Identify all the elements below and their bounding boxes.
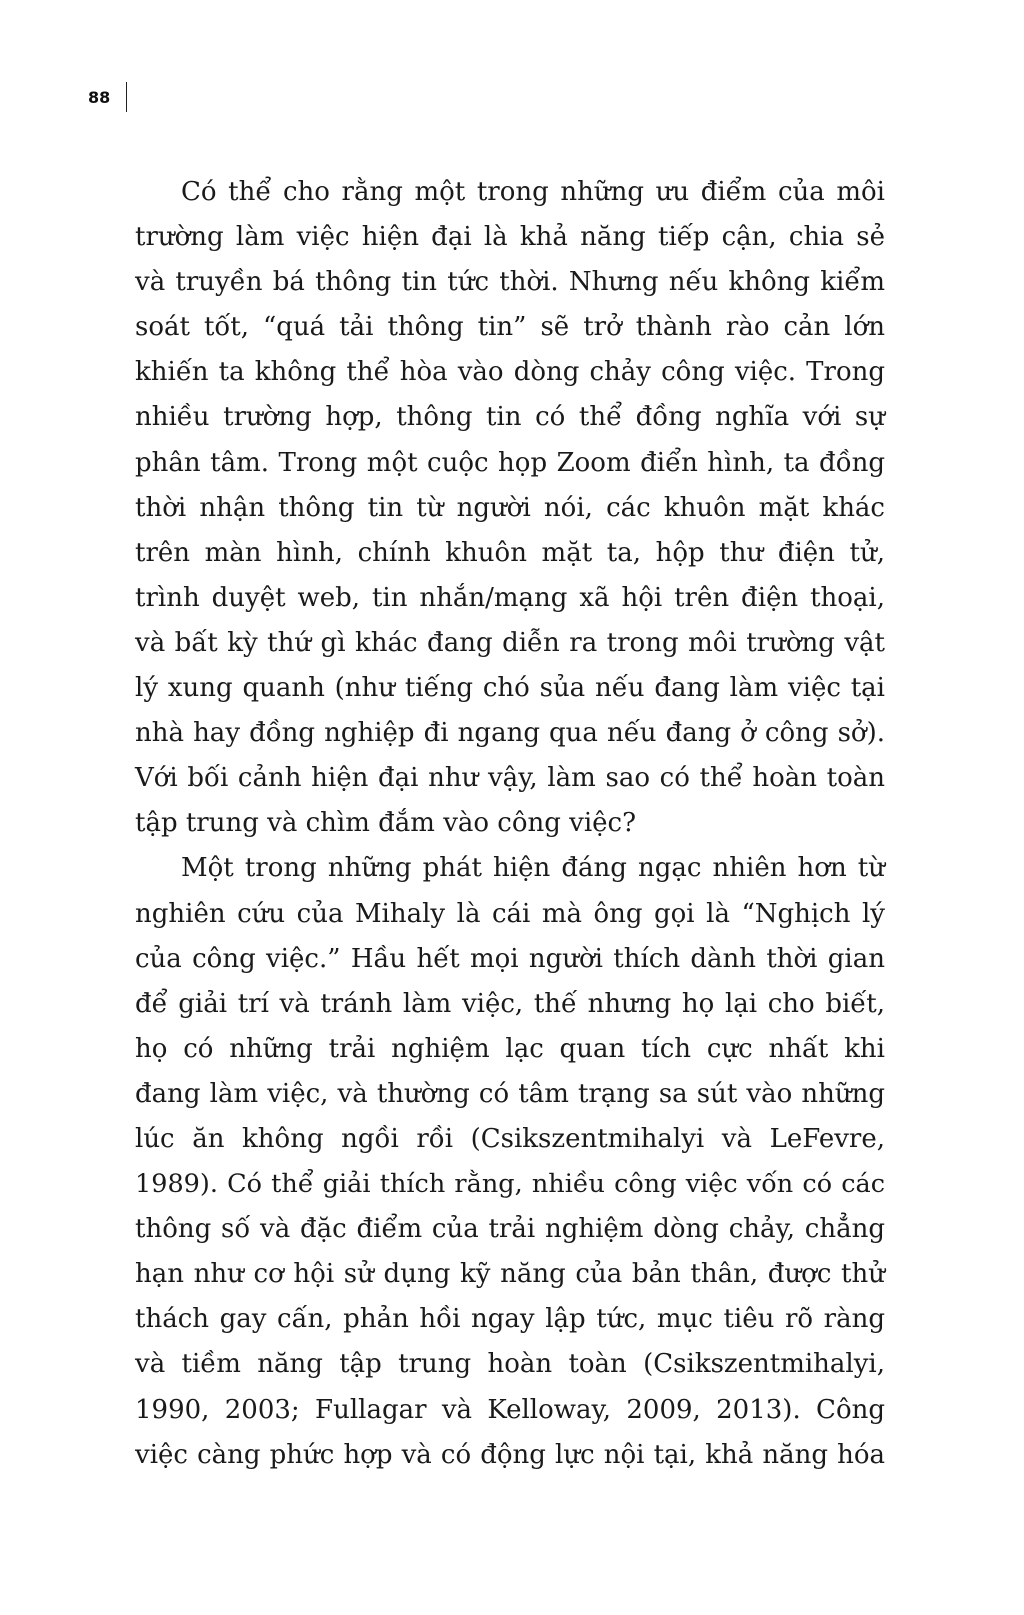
- text-line: trường làm việc hiện đại là khả năng tiếp cận, chia sẻ: [135, 222, 885, 253]
- text-line: việc càng phức hợp và có động lực nội tại, khả năng hóa: [135, 1439, 885, 1470]
- text-line: 1989). Có thể giải thích rằng, nhiều công việc vốn có các: [135, 1169, 885, 1200]
- text-line: và tiềm năng tập trung hoàn toàn (Csikszentmihalyi,: [135, 1349, 885, 1380]
- text-line: khiến ta không thể hòa vào dòng chảy công việc. Trong: [135, 357, 885, 388]
- text-line: 1990, 2003; Fullagar và Kelloway, 2009, 2013). Công: [135, 1394, 885, 1425]
- text-line: và bất kỳ thứ gì khác đang diễn ra trong môi trường vật: [135, 627, 885, 658]
- text-line: để giải trí và tránh làm việc, thế nhưng họ lại cho biết,: [135, 988, 885, 1019]
- header-divider: [126, 82, 127, 112]
- page-number: 88: [88, 87, 111, 107]
- text-line: đang làm việc, và thường có tâm trạng sa sút vào những: [135, 1078, 885, 1109]
- paragraph: [135, 846, 885, 1477]
- text-line: soát tốt, “quá tải thông tin” sẽ trở thành rào cản lớn: [135, 312, 885, 343]
- text-line: của công việc.” Hầu hết mọi người thích dành thời gian: [135, 943, 885, 974]
- text-line: thách gay cấn, phản hồi ngay lập tức, mục tiêu rõ ràng: [135, 1304, 885, 1335]
- text-line: trình duyệt web, tin nhắn/mạng xã hội trên điện thoại,: [135, 582, 885, 613]
- text-line: Một trong những phát hiện đáng ngạc nhiên hơn từ: [181, 853, 885, 884]
- text-line: Có thể cho rằng một trong những ưu điểm của môi: [181, 177, 885, 207]
- page-header: [88, 80, 127, 114]
- text-line: thông số và đặc điểm của trải nghiệm dòng chảy, chẳng: [135, 1214, 885, 1245]
- text-line: trên màn hình, chính khuôn mặt ta, hộp thư điện tử,: [135, 537, 885, 568]
- text-line: và truyền bá thông tin tức thời. Nhưng nếu không kiểm: [135, 267, 885, 298]
- text-line: nhà hay đồng nghiệp đi ngang qua nếu đang ở công sở).: [135, 718, 885, 749]
- text-line: họ có những trải nghiệm lạc quan tích cực nhất khi: [135, 1033, 885, 1064]
- text-line: tập trung và chìm đắm vào công việc?: [135, 808, 637, 839]
- text-line: nhiều trường hợp, thông tin có thể đồng nghĩa với sự: [135, 402, 885, 433]
- text-line: nghiên cứu của Mihaly là cái mà ông gọi là “Nghịch lý: [135, 898, 885, 929]
- text-line: thời nhận thông tin từ người nói, các khuôn mặt khác: [135, 492, 885, 523]
- text-line: lúc ăn không ngồi rồi (Csikszentmihalyi và LeFevre,: [135, 1123, 885, 1154]
- text-line: Với bối cảnh hiện đại như vậy, làm sao có thể hoàn toàn: [135, 763, 885, 794]
- paragraph: [135, 170, 885, 846]
- body-text: [135, 170, 885, 1478]
- text-line: lý xung quanh (như tiếng chó sủa nếu đang làm việc tại: [135, 673, 885, 704]
- text-line: phân tâm. Trong một cuộc họp Zoom điển hình, ta đồng: [135, 447, 885, 478]
- text-line: hạn như cơ hội sử dụng kỹ năng của bản thân, được thử: [135, 1259, 885, 1290]
